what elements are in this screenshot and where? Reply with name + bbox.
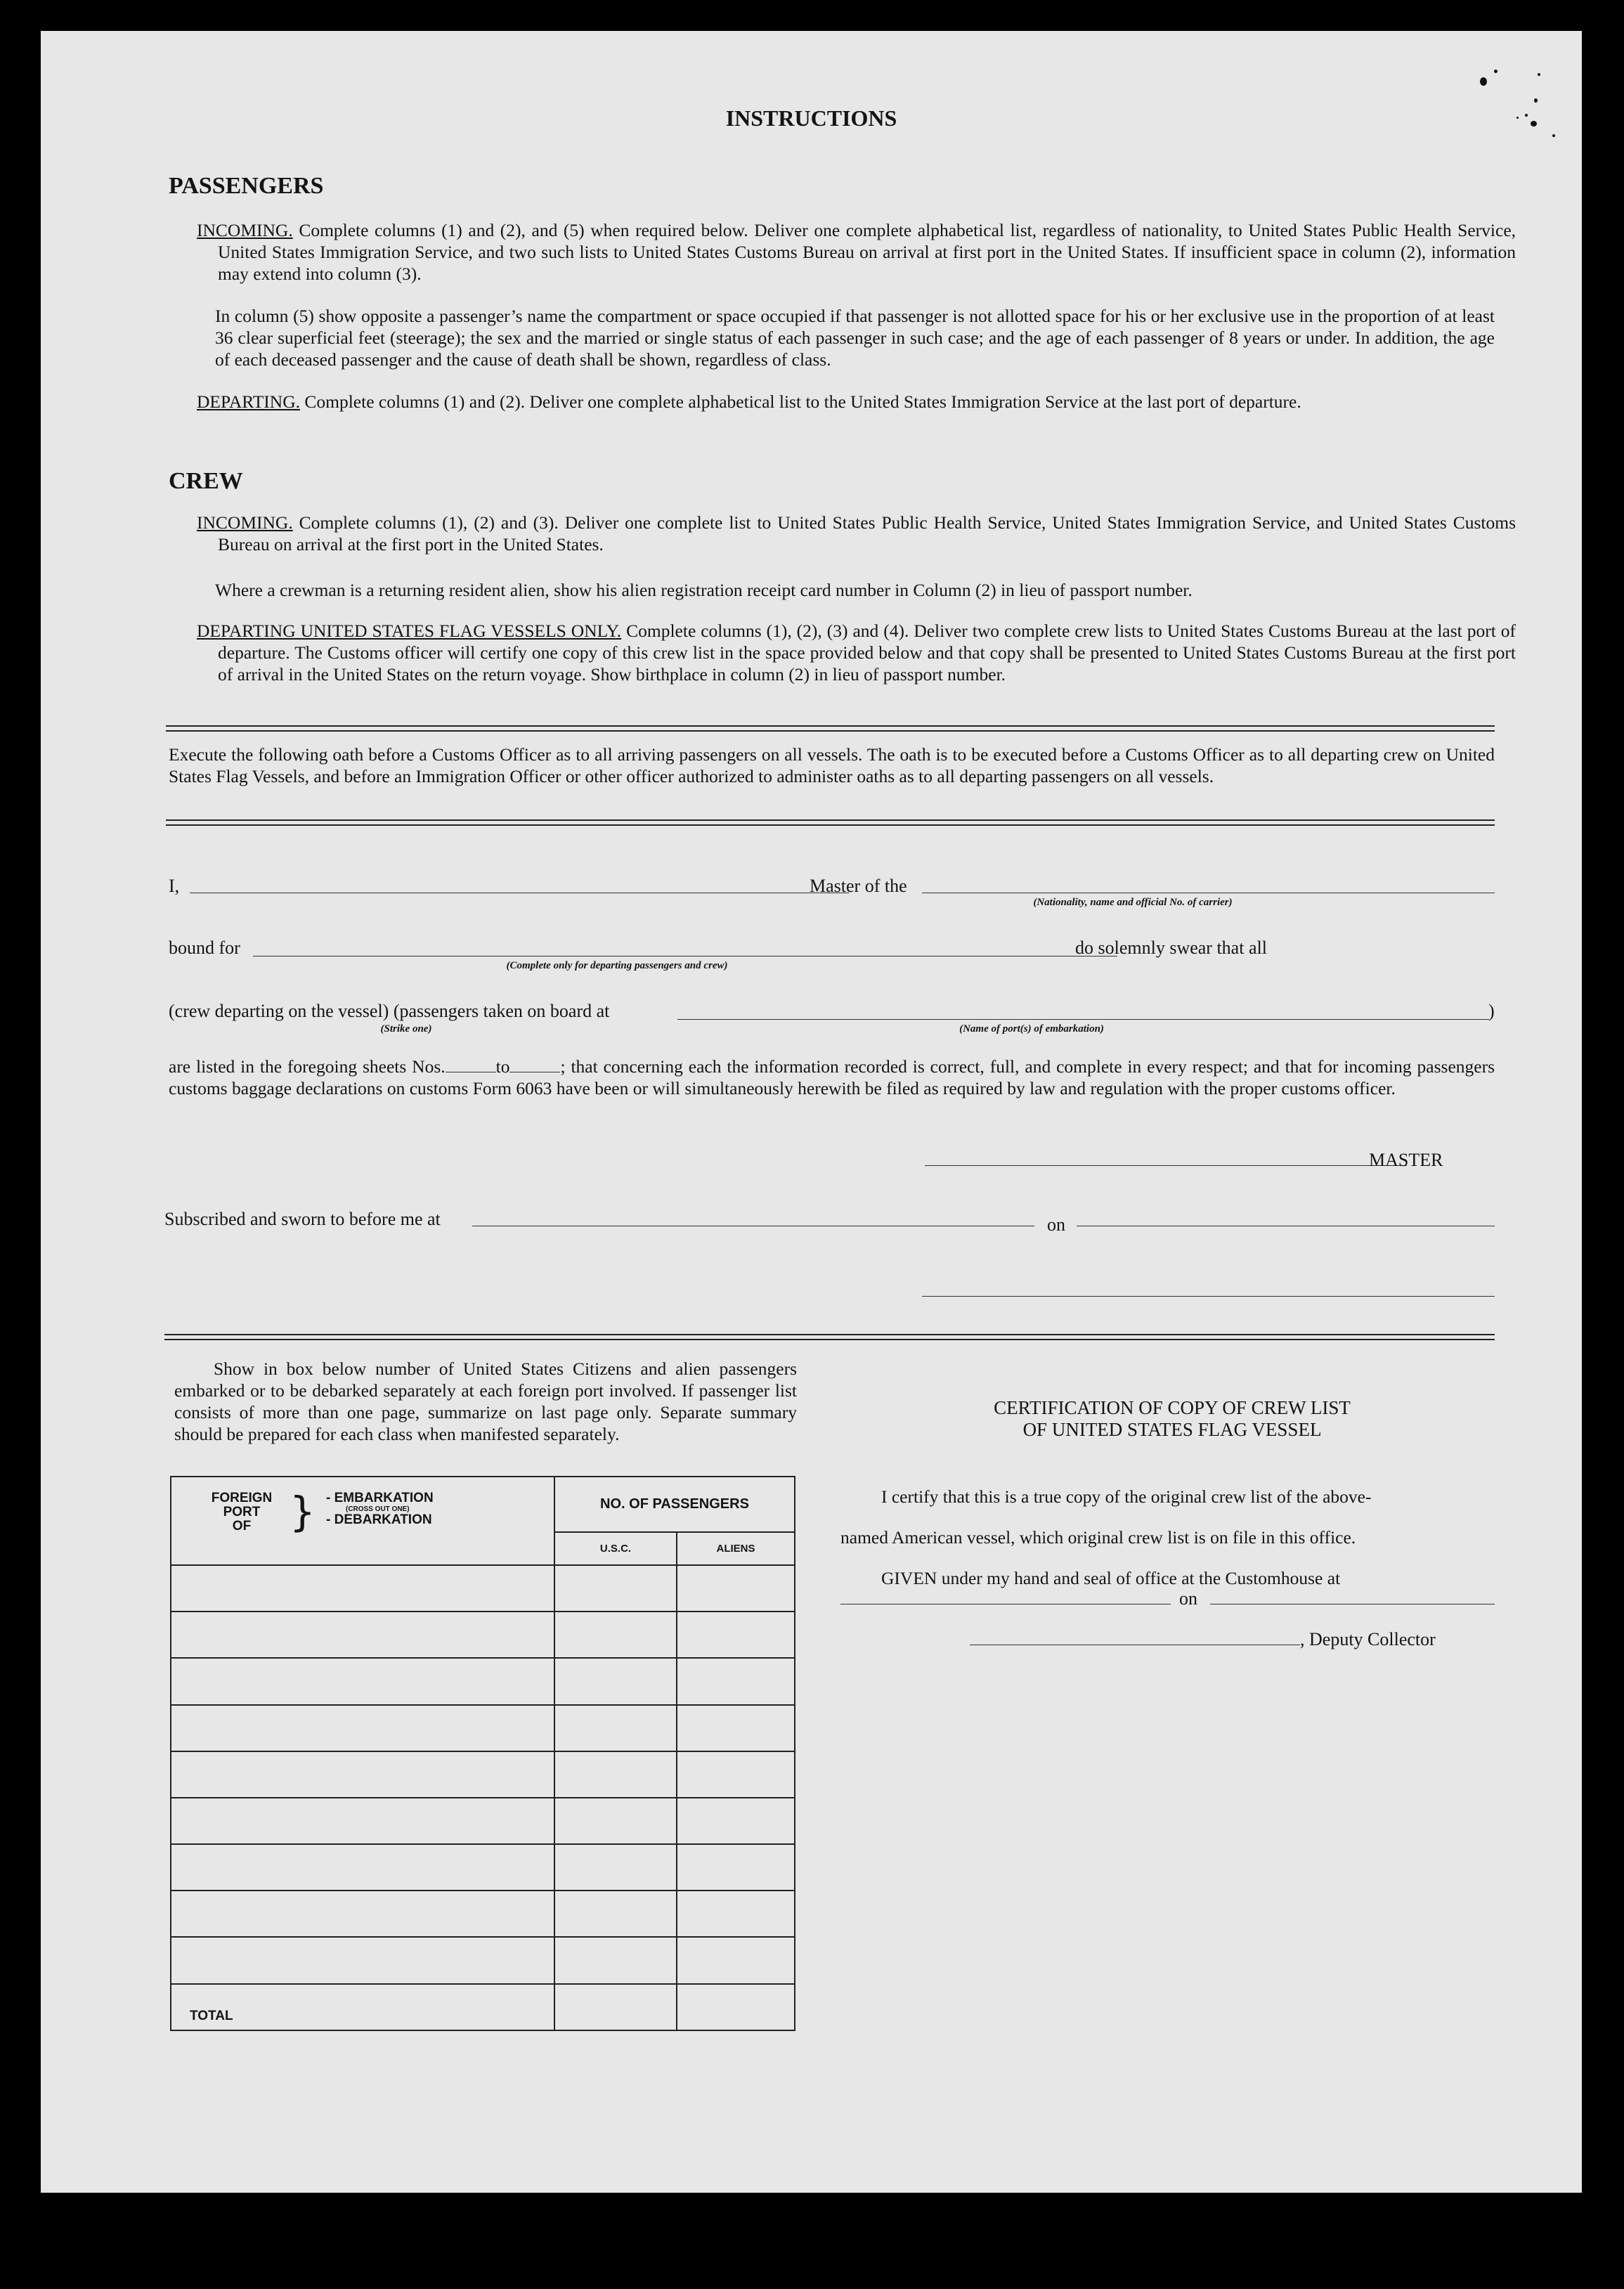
certification-title-line1: CERTIFICATION OF COPY OF CREW LIST [994, 1397, 1351, 1418]
certify-line2: named American vessel, which original crew list is on file in this office. [840, 1527, 1356, 1548]
master-of-the-label: Master of the [810, 876, 907, 896]
passengers-incoming-paragraph [197, 219, 1516, 285]
brace-icon: } [290, 1488, 316, 1536]
scan-speck [1534, 98, 1538, 103]
debarkation-label: - DEBARKATION [326, 1512, 432, 1527]
officer-signature-line[interactable] [922, 1296, 1495, 1297]
scan-speck [1480, 77, 1487, 86]
usc-cell[interactable] [554, 1705, 677, 1751]
port-label: PORT [223, 1505, 261, 1519]
aliens-cell[interactable] [677, 1751, 795, 1798]
usc-cell[interactable] [554, 1612, 677, 1658]
swear-label: do solemnly swear that all [1075, 938, 1267, 958]
embarkation-label: - EMBARKATION [326, 1491, 434, 1505]
crew-departing-label: (crew departing on the vessel) (passengers taken on board at [169, 1001, 610, 1021]
port-cell[interactable] [171, 1751, 554, 1798]
port-caption: (Name of port(s) of embarkation) [959, 1023, 1104, 1035]
master-signature-line[interactable] [925, 1165, 1407, 1166]
port-cell[interactable] [171, 1937, 554, 1983]
to-label: to [495, 1056, 510, 1077]
aliens-cell[interactable] [677, 1658, 795, 1704]
crew-departing-paragraph [197, 620, 1516, 685]
port-cell[interactable] [171, 1565, 554, 1612]
crew-departing-label: DEPARTING UNITED STATES FLAG VESSELS ONLY. [197, 621, 622, 641]
usc-cell[interactable] [554, 1798, 677, 1844]
scan-speck [1552, 134, 1555, 137]
listed-start: are listed in the foregoing sheets Nos. [169, 1056, 446, 1077]
port-cell[interactable] [171, 1705, 554, 1751]
page-title: INSTRUCTIONS [725, 105, 897, 131]
close-paren: ) [1488, 1001, 1495, 1021]
divider-rule [166, 819, 1495, 821]
subscribed-label: Subscribed and sworn to before me at [164, 1209, 441, 1229]
aliens-cell[interactable] [677, 1705, 795, 1751]
crew-incoming-label: INCOMING. [197, 512, 293, 533]
divider-rule [166, 725, 1495, 727]
divider-rule [166, 730, 1495, 732]
oath-i-label: I, [169, 876, 180, 896]
of-label: OF [232, 1519, 252, 1533]
listed-rest: ; that concerning each the information recorded is correct, full, and complete in every respect; and that for incoming passengers customs baggage declarations on customs Form 6063 have been or will simultaneously herewith be filed as required by law and regulation with the proper customs officer. [169, 1056, 1495, 1098]
crew-resident-paragraph: Where a crewman is a returning resident alien, show his alien registration receipt card number in Column (2) in lieu of passport number. [215, 580, 1193, 600]
passengers-departing-text: Complete columns (1) and (2). Deliver one complete alphabetical list to the United States Immigration Service at the last port of departure. [304, 391, 1301, 412]
strike-caption: (Strike one) [380, 1023, 432, 1035]
divider-rule [166, 824, 1495, 826]
usc-total-cell[interactable] [554, 1984, 677, 2030]
bound-for-label: bound for [169, 938, 240, 958]
aliens-header: ALIENS [677, 1532, 795, 1565]
usc-cell[interactable] [554, 1937, 677, 1983]
scan-speck [1538, 73, 1540, 76]
bound-for-line[interactable] [253, 956, 1117, 957]
form-sheet [41, 31, 1582, 2193]
passengers-heading: PASSENGERS [169, 173, 324, 199]
usc-header: U.S.C. [554, 1532, 677, 1565]
crew-incoming-paragraph [197, 512, 1516, 555]
listed-paragraph [169, 1056, 1495, 1099]
port-cell[interactable] [171, 1658, 554, 1704]
usc-cell[interactable] [554, 1891, 677, 1937]
foreign-label: FOREIGN [211, 1491, 273, 1505]
aliens-cell[interactable] [677, 1937, 795, 1983]
aliens-cell[interactable] [677, 1798, 795, 1844]
certification-title [849, 1397, 1495, 1441]
usc-cell[interactable] [554, 1844, 677, 1891]
embarkation-port-line[interactable] [677, 1019, 1489, 1020]
aliens-cell[interactable] [677, 1565, 795, 1612]
aliens-cell[interactable] [677, 1844, 795, 1891]
carrier-caption: (Nationality, name and official No. of carrier) [1033, 897, 1233, 908]
cert-on-label: on [1179, 1588, 1197, 1609]
summary-note: Show in box below number of United States Citizens and alien passengers embarked or to be debarked separately at each foreign port involved. If passenger list consists of more than one page, summarize on last page only. Separate summary should be prepared for each class when manifested separately. [174, 1359, 797, 1444]
bound-for-caption: (Complete only for departing passengers and crew) [506, 960, 728, 971]
total-label: TOTAL [171, 1984, 554, 2030]
aliens-cell[interactable] [677, 1612, 795, 1658]
passengers-incoming-label: INCOMING. [197, 220, 293, 240]
crew-incoming-text: Complete columns (1), (2) and (3). Deliver one complete list to United States Public Health Service, United States Immigration Service, and United States Customs Bureau on arrival at the first port in the United States. [218, 512, 1516, 555]
aliens-cell[interactable] [677, 1891, 795, 1937]
passengers-incoming-text: Complete columns (1) and (2), and (5) when required below. Deliver one complete alphabetical list, regardless of nationality, to United States Public Health Service, United States Immigration Service, and two such lists to United States Customs Bureau on arrival at first port in the United States. If insufficient space in column (2), information may extend into column (3). [218, 220, 1516, 284]
usc-cell[interactable] [554, 1565, 677, 1612]
port-cell[interactable] [171, 1844, 554, 1891]
aliens-total-cell[interactable] [677, 1984, 795, 2030]
divider-rule [164, 1339, 1495, 1340]
sheet-to-field[interactable] [509, 1059, 560, 1072]
master-label: MASTER [1369, 1150, 1443, 1170]
cross-out-label: (CROSS OUT ONE) [346, 1505, 410, 1513]
port-cell[interactable] [171, 1891, 554, 1937]
crew-heading: CREW [169, 468, 243, 494]
passengers-column5-paragraph: In column (5) show opposite a passenger’s name the compartment or space occupied if that passenger is not allotted space for his or her exclusive use in the proportion of at least 36 clear superficial feet (steerage); the sex and the married or single status of each passenger in such case; and the age of each passenger of 8 years or under. In addition, the age of each deceased passenger and the cause of death shall be shown, regardless of class. [215, 306, 1495, 370]
subscribed-on-label: on [1047, 1214, 1065, 1235]
passenger-summary-table [170, 1476, 795, 2031]
port-cell[interactable] [171, 1798, 554, 1844]
usc-cell[interactable] [554, 1658, 677, 1704]
oath-instruction: Execute the following oath before a Customs Officer as to all arriving passengers on all vessels. The oath is to be executed before a Customs Officer as to all departing crew on United States Flag Vessels, and before an Immigration Officer or other officer authorized to administer oaths as to all departing passengers on all vessels. [169, 744, 1495, 786]
given-line: GIVEN under my hand and seal of office at the Customhouse at [881, 1568, 1341, 1588]
certification-title-line2: OF UNITED STATES FLAG VESSEL [1022, 1419, 1322, 1440]
no-of-passengers-header: NO. OF PASSENGERS [554, 1477, 795, 1532]
usc-cell[interactable] [554, 1751, 677, 1798]
port-header-cell [171, 1477, 554, 1565]
port-cell[interactable] [171, 1612, 554, 1658]
passengers-departing-label: DEPARTING. [197, 391, 300, 412]
divider-rule [164, 1334, 1495, 1335]
certify-line1: I certify that this is a true copy of the original crew list of the above- [881, 1486, 1372, 1507]
scan-speck [1494, 70, 1498, 73]
sheet-from-field[interactable] [446, 1059, 496, 1072]
passengers-departing-paragraph [197, 391, 1516, 413]
crew-departing-text: Complete columns (1), (2), (3) and (4). Deliver two complete crew lists to United States Customs Bureau at the last port of departure. The Customs officer will certify one copy of this crew list in the space provided below and that copy shall be presented to United States Customs Bureau at the first port of arrival in the United States on the return voyage. Show birthplace in column (2) in lieu of passport number. [218, 621, 1516, 685]
deputy-collector-label: , Deputy Collector [1300, 1629, 1436, 1649]
